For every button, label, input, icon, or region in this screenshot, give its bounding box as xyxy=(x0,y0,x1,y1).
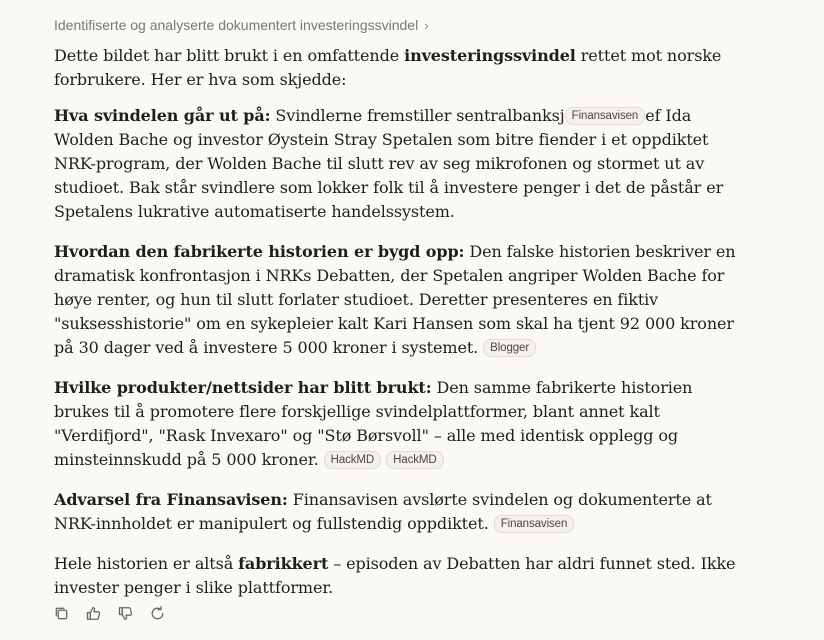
intro-text: Dette bildet har blitt brukt i en omfattende xyxy=(54,46,405,65)
section-heading: Advarsel fra Finansavisen: xyxy=(54,490,288,509)
research-summary-label: Identifiserte og analyserte dokumentert investeringssvindel xyxy=(54,17,419,33)
retry-button[interactable] xyxy=(148,604,166,622)
intro-paragraph xyxy=(54,44,744,92)
intro-bold: investeringssvindel xyxy=(404,46,576,65)
section-warning xyxy=(54,488,744,536)
section-heading: Hvilke produkter/nettsider har blitt brukt: xyxy=(54,378,432,397)
section-fabricated-story xyxy=(54,240,744,360)
conclusion-paragraph xyxy=(54,552,744,600)
citation-badge-finansavisen[interactable]: Finansavisen xyxy=(565,107,646,125)
section-text-end: ef Ida Wolden Bache og investor Øystein Stray Spetalen som bitre fiender i et oppdiktet NRK-program, der Wolden Bache til slutt rev av seg mikrofonen og stormet ut av studioet. Bak står svindlere som lokker folk til å investere penger i det de påstår er Spetalens lukrative automatiserte handelssystem. xyxy=(54,106,724,221)
research-summary-link[interactable] xyxy=(54,14,744,36)
section-text: Finansavisen avslørte svindelen og dokumenterte at NRK-innholdet er manipulert og fullstendig oppdiktet. xyxy=(54,490,712,533)
section-heading: Hva svindelen går ut på: xyxy=(54,106,271,125)
section-products-used xyxy=(54,376,744,472)
section-heading: Hvordan den fabrikerte historien er bygd opp: xyxy=(54,242,465,261)
thumbs-up-button[interactable] xyxy=(84,604,102,622)
section-text: Den falske historien beskriver en dramatisk konfrontasjon i NRKs Debatten, der Spetalen angriper Wolden Bache for høye renter, og hun til slutt forlater studioet. Deretter presenteres en fiktiv "suksesshistorie" om en sykepleier kalt Kari Hansen som skal ha tjent 92 000 kroner på 30 dager ved å investere 5 000 kroner i systemet. xyxy=(54,242,736,357)
section-text: Den samme fabrikerte historien brukes til å promotere flere forskjellige svindelplattformer, blant annet kalt "Verdifjord", "Rask Invexaro" og "Stø Børsvoll" – alle med identisk opplegg og minsteinnskudd på 5 000 kroner. xyxy=(54,378,693,469)
message-actions xyxy=(52,604,166,622)
intro-text-end: rettet mot norske forbrukere. Her er hva som skjedde: xyxy=(54,46,722,89)
section-scam-description xyxy=(54,104,744,224)
retry-icon xyxy=(149,605,166,622)
citation-badge-blogger[interactable]: Blogger xyxy=(483,339,536,357)
copy-icon xyxy=(53,605,70,622)
citation-badge-finansavisen-2[interactable]: Finansavisen xyxy=(494,515,575,533)
thumbs-up-icon xyxy=(85,605,102,622)
citation-badge-hackmd[interactable]: HackMD xyxy=(324,451,382,469)
section-text: Svindlerne fremstiller sentralbanksj xyxy=(270,106,565,125)
conclusion-text-end: – episoden av Debatten har aldri funnet sted. Ikke invester penger i slike plattformer. xyxy=(54,554,736,597)
conclusion-text: Hele historien er altså xyxy=(54,554,239,573)
thumbs-down-button[interactable] xyxy=(116,604,134,622)
copy-button[interactable] xyxy=(52,604,70,622)
citation-badge-hackmd-2[interactable]: HackMD xyxy=(386,451,444,469)
chevron-right-icon: › xyxy=(424,17,429,33)
thumbs-down-icon xyxy=(117,605,134,622)
conclusion-bold: fabrikkert xyxy=(238,554,329,573)
